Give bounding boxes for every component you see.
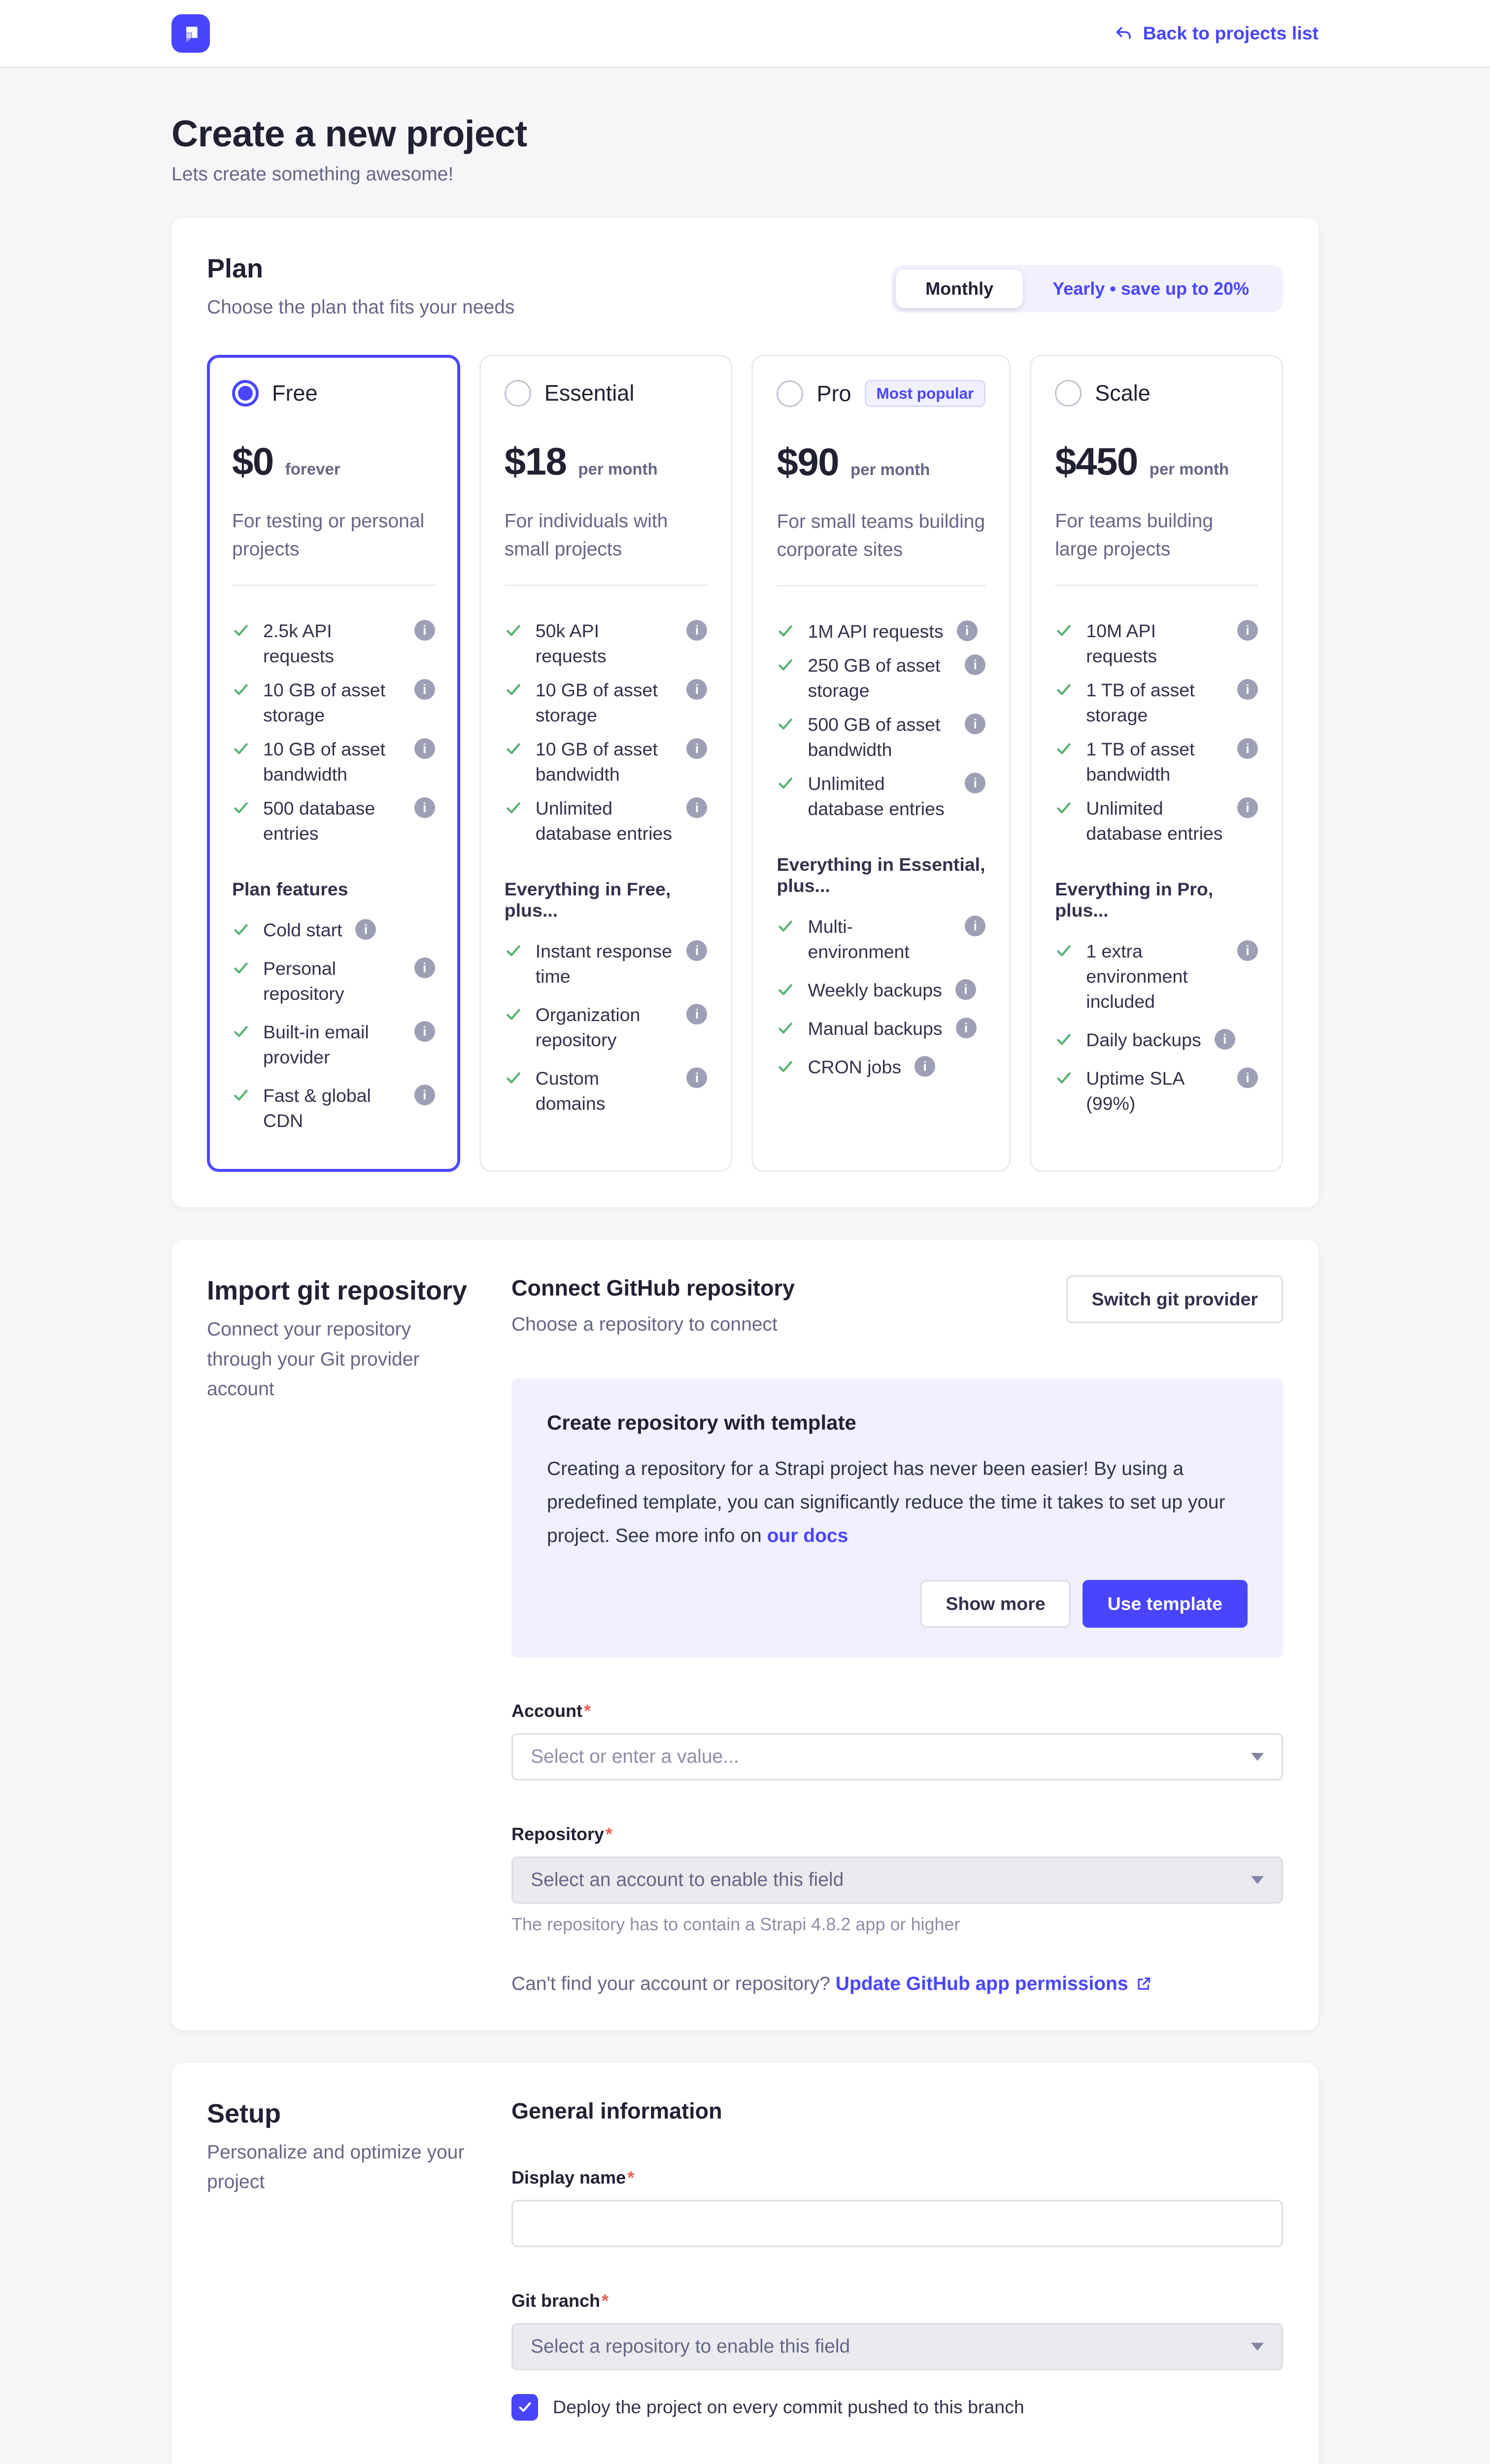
plan-grid (207, 355, 1283, 1172)
switch-git-provider-button[interactable]: Switch git provider (1066, 1275, 1283, 1323)
plan-period: per month (850, 460, 930, 479)
plan-name: Scale (1095, 380, 1151, 406)
display-name-label: Display name * (511, 2167, 634, 2188)
info-icon[interactable] (414, 738, 435, 759)
check-icon (777, 656, 794, 674)
plan-radio[interactable] (232, 380, 259, 407)
check-icon (1055, 740, 1073, 757)
check-icon (505, 799, 522, 817)
page-subtitle: Lets create something awesome! (171, 164, 454, 185)
page-title: Create a new project (171, 113, 527, 154)
plan-feature-item (232, 737, 435, 787)
check-icon (777, 981, 794, 998)
plan-feature-label: Cold start (263, 920, 342, 941)
check-icon (777, 774, 794, 792)
chevron-down-icon (1251, 2343, 1264, 2351)
plan-extra-heading: Everything in Free, plus... (504, 879, 671, 921)
connect-repo-title: Connect GitHub repository (511, 1275, 795, 1301)
setup-section (171, 2063, 1319, 2464)
check-icon (1055, 681, 1073, 698)
plan-feature-item (777, 978, 985, 1003)
use-template-button[interactable]: Use template (1083, 1580, 1248, 1628)
check-icon (232, 1023, 250, 1040)
check-icon (505, 681, 522, 698)
plan-feature-item (1055, 796, 1258, 846)
info-icon[interactable] (1237, 797, 1258, 818)
update-github-permissions-label: Update GitHub app permissions (835, 1973, 1128, 1994)
plan-feature-label: 1 extra environment included (1086, 941, 1188, 1012)
template-box-text (547, 1452, 1248, 1553)
info-icon[interactable] (1237, 940, 1258, 961)
plan-feature-label: Organization repository (535, 1004, 641, 1051)
general-information-title: General information (511, 2098, 722, 2123)
plan-feature-item (1055, 678, 1258, 728)
check-icon (777, 917, 794, 935)
info-icon[interactable] (414, 679, 435, 700)
cant-find-text: Can't find your account or repository? (511, 1973, 830, 1994)
account-select-placeholder: Select or enter a value... (531, 1745, 739, 1767)
check-icon (777, 1019, 794, 1037)
plan-feature-label: 1M API requests (808, 621, 944, 642)
plan-card[interactable] (1030, 355, 1283, 1172)
info-icon[interactable] (686, 940, 707, 961)
info-icon[interactable] (965, 916, 985, 936)
plan-feature-item (505, 737, 708, 787)
plan-extra-feature-list (232, 918, 435, 1147)
plan-feature-label: Unlimited database entries (808, 773, 945, 820)
repository-hint: The repository has to contain a Strapi 4.8.2 app or higher (511, 1914, 960, 1934)
plan-description: For individuals with small projects (504, 511, 668, 560)
check-icon (777, 1058, 794, 1075)
plan-feature-label: 1 TB of asset storage (1086, 680, 1195, 726)
plan-feature-label: 50k API requests (535, 620, 607, 667)
plan-extra-heading: Everything in Essential, plus... (777, 854, 985, 896)
plan-feature-item (777, 619, 985, 644)
plan-feature-item (505, 678, 708, 728)
import-section-title: Import git repository (207, 1276, 468, 1306)
plan-feature-label: Fast & global CDN (263, 1085, 371, 1131)
setup-section-heading (207, 2098, 470, 2464)
info-icon[interactable] (965, 654, 985, 675)
plan-feature-list (505, 618, 708, 855)
plan-name: Essential (544, 380, 635, 406)
info-icon[interactable] (965, 773, 985, 793)
template-box (511, 1378, 1283, 1657)
info-icon[interactable] (914, 1056, 935, 1077)
plan-feature-item (1055, 618, 1258, 669)
plan-extra-feature-list (777, 914, 985, 1093)
update-github-permissions-link[interactable] (836, 1973, 1152, 1995)
check-icon (777, 715, 794, 733)
plan-feature-label: Personal repository (263, 958, 344, 1004)
info-icon[interactable] (1237, 620, 1258, 641)
plan-feature-label: CRON jobs (808, 1057, 902, 1078)
plan-feature-label: 10M API requests (1086, 620, 1157, 667)
yearly-toggle-button[interactable]: Yearly • save up to 20% (1023, 270, 1279, 308)
plan-feature-label: Built-in email provider (263, 1022, 369, 1068)
repository-select (511, 1856, 1283, 1904)
deploy-on-commit-checkbox[interactable] (511, 2394, 1283, 2421)
repository-select-placeholder: Select an account to enable this field (531, 1869, 844, 1890)
check-icon (505, 1005, 522, 1023)
plan-feature-label: Multi-environment (808, 916, 910, 962)
check-icon (505, 942, 522, 959)
deploy-on-commit-label: Deploy the project on every commit pushed to this branch (553, 2396, 1024, 2418)
setup-section-subtitle: Personalize and optimize your project (207, 2141, 465, 2193)
strapi-logo-icon (179, 22, 203, 45)
plan-feature-item (1055, 939, 1258, 1014)
check-icon (1055, 1069, 1073, 1087)
plan-feature-item (232, 796, 435, 846)
check-icon (232, 681, 250, 698)
back-to-projects-link[interactable] (1114, 23, 1319, 44)
external-link-icon (1136, 1976, 1152, 1992)
account-label: Account * (511, 1701, 591, 1721)
plan-feature-label: 10 GB of asset bandwidth (535, 739, 658, 785)
plan-feature-item (1055, 737, 1258, 787)
plan-extra-feature-list (505, 939, 708, 1129)
info-icon[interactable] (686, 738, 707, 759)
plan-radio[interactable] (505, 380, 531, 407)
info-icon[interactable] (414, 1021, 435, 1042)
plan-feature-item (777, 771, 985, 821)
plan-name: Free (272, 380, 318, 406)
info-icon[interactable] (965, 714, 985, 734)
plan-feature-label: Uptime SLA (99%) (1086, 1068, 1184, 1114)
plan-feature-label: 250 GB of asset storage (808, 655, 941, 701)
plan-card[interactable] (751, 355, 1011, 1172)
plan-description: For teams building large projects (1055, 511, 1214, 560)
check-icon (232, 799, 250, 817)
plan-card[interactable] (207, 355, 460, 1172)
plan-feature-item (232, 618, 435, 669)
chevron-down-icon (1251, 1876, 1264, 1884)
plan-feature-label: Unlimited database entries (1086, 798, 1223, 844)
plan-radio[interactable] (777, 380, 803, 407)
plan-period: per month (1149, 460, 1229, 479)
plan-feature-label: 10 GB of asset bandwidth (263, 739, 386, 785)
plan-period: per month (578, 460, 658, 479)
plan-description: For small teams building corporate sites (777, 511, 985, 560)
info-icon[interactable] (1237, 1067, 1258, 1088)
info-icon[interactable] (1237, 738, 1258, 759)
check-icon (232, 621, 250, 639)
plan-radio[interactable] (1055, 380, 1082, 407)
git-branch-select (511, 2323, 1283, 2370)
plan-feature-label: Manual backups (808, 1018, 943, 1039)
plan-extra-heading: Plan features (232, 879, 348, 900)
plan-feature-item (505, 1066, 708, 1116)
info-icon[interactable] (355, 919, 376, 940)
plan-feature-label: Weekly backups (808, 980, 942, 1001)
plan-feature-list (232, 618, 435, 855)
plan-feature-label: Custom domains (535, 1068, 606, 1114)
plan-feature-label: Instant response time (535, 941, 672, 987)
plan-feature-item (777, 712, 985, 762)
check-icon (777, 622, 794, 640)
template-box-title: Create repository with template (547, 1410, 856, 1434)
monthly-toggle-button[interactable]: Monthly (896, 270, 1023, 308)
plan-feature-item (232, 1083, 435, 1133)
plan-feature-item (232, 918, 435, 943)
chevron-down-icon (1251, 1753, 1264, 1761)
git-branch-select-placeholder: Select a repository to enable this field (531, 2335, 850, 2357)
plan-name: Pro (816, 380, 851, 406)
plan-section-heading (207, 253, 514, 322)
plan-feature-item (777, 653, 985, 703)
plan-feature-item (777, 1016, 985, 1041)
plan-feature-item (505, 796, 708, 846)
connect-repo-heading (511, 1275, 795, 1339)
plan-extra-heading: Everything in Pro, plus... (1055, 879, 1214, 921)
back-link-label: Back to projects list (1143, 23, 1319, 43)
plan-feature-item (777, 914, 985, 964)
plan-price: $90 (777, 440, 839, 484)
billing-period-toggle (891, 265, 1283, 312)
plan-feature-item (505, 939, 708, 989)
plan-feature-list (1055, 618, 1258, 855)
info-icon[interactable] (686, 679, 707, 700)
plan-extra-feature-list (1055, 939, 1258, 1129)
plan-price: $18 (504, 440, 567, 483)
check-icon (232, 959, 250, 977)
info-icon[interactable] (686, 620, 707, 641)
setup-section-title: Setup (207, 2098, 281, 2128)
plan-feature-item (232, 956, 435, 1006)
check-icon (232, 921, 250, 938)
plan-section-title: Plan (207, 254, 264, 283)
plan-feature-item (232, 1020, 435, 1070)
plan-feature-item (232, 678, 435, 728)
checkbox-checked-icon (511, 2394, 538, 2421)
back-arrow-icon (1114, 24, 1133, 43)
most-popular-badge: Most popular (865, 380, 986, 407)
info-icon[interactable] (414, 797, 435, 818)
info-icon[interactable] (414, 1085, 435, 1105)
template-box-body: Creating a repository for a Strapi project has never been easier! By using a predefined template, you can significantly reduce the time it takes to set up your project. See more info on (547, 1458, 1225, 1547)
info-icon[interactable] (1237, 679, 1258, 700)
check-icon (232, 740, 250, 757)
check-icon (505, 621, 522, 639)
account-select[interactable] (511, 1733, 1283, 1780)
plan-feature-label: 500 GB of asset bandwidth (808, 714, 941, 760)
import-section-heading (207, 1275, 470, 1994)
cant-find-row (511, 1973, 1283, 1995)
check-icon (1055, 621, 1073, 639)
plan-feature-item (1055, 1027, 1258, 1053)
plan-feature-item (1055, 1066, 1258, 1116)
display-name-input[interactable] (511, 2200, 1283, 2247)
info-icon[interactable] (414, 958, 435, 978)
plan-feature-label: 500 database entries (263, 798, 375, 844)
plan-feature-label: 1 TB of asset bandwidth (1086, 739, 1195, 785)
plan-feature-label: 10 GB of asset storage (535, 680, 658, 726)
plan-price: $0 (232, 440, 273, 483)
info-icon[interactable] (1215, 1029, 1235, 1050)
check-icon (232, 1086, 250, 1104)
plan-feature-list (777, 619, 985, 830)
plan-feature-item (505, 1002, 708, 1053)
our-docs-link[interactable]: our docs (767, 1525, 848, 1547)
info-icon[interactable] (686, 797, 707, 818)
plan-card[interactable] (479, 355, 733, 1172)
top-navigation-bar (0, 0, 1490, 68)
plan-section (171, 218, 1319, 1207)
plan-feature-label: Daily backups (1086, 1029, 1201, 1051)
plan-feature-label: 10 GB of asset storage (263, 680, 386, 726)
plan-feature-item (777, 1055, 985, 1080)
git-branch-label: Git branch * (511, 2291, 609, 2311)
plan-feature-item (505, 618, 708, 669)
plan-price: $450 (1055, 440, 1138, 483)
connect-repo-subtitle: Choose a repository to connect (511, 1314, 778, 1335)
import-section-subtitle: Connect your repository through your Git provider account (207, 1319, 420, 1400)
check-icon (1055, 1030, 1073, 1048)
plan-feature-label: Unlimited database entries (535, 798, 673, 844)
strapi-logo[interactable] (171, 14, 210, 53)
import-git-section (171, 1240, 1319, 2030)
info-icon[interactable] (686, 1067, 707, 1088)
plan-feature-label: 2.5k API requests (263, 620, 334, 667)
info-icon[interactable] (955, 979, 976, 1000)
plan-section-subtitle: Choose the plan that fits your needs (207, 297, 515, 318)
plan-period: forever (285, 460, 340, 479)
check-icon (505, 1069, 522, 1087)
check-icon (1055, 942, 1073, 959)
info-icon[interactable] (414, 620, 435, 641)
plan-description: For testing or personal projects (232, 511, 425, 560)
show-more-button[interactable]: Show more (920, 1580, 1070, 1628)
info-icon[interactable] (956, 1018, 977, 1038)
check-icon (505, 740, 522, 757)
repository-label: Repository * (511, 1824, 612, 1845)
check-icon (1055, 799, 1073, 817)
info-icon[interactable] (686, 1004, 707, 1025)
info-icon[interactable] (957, 620, 978, 641)
